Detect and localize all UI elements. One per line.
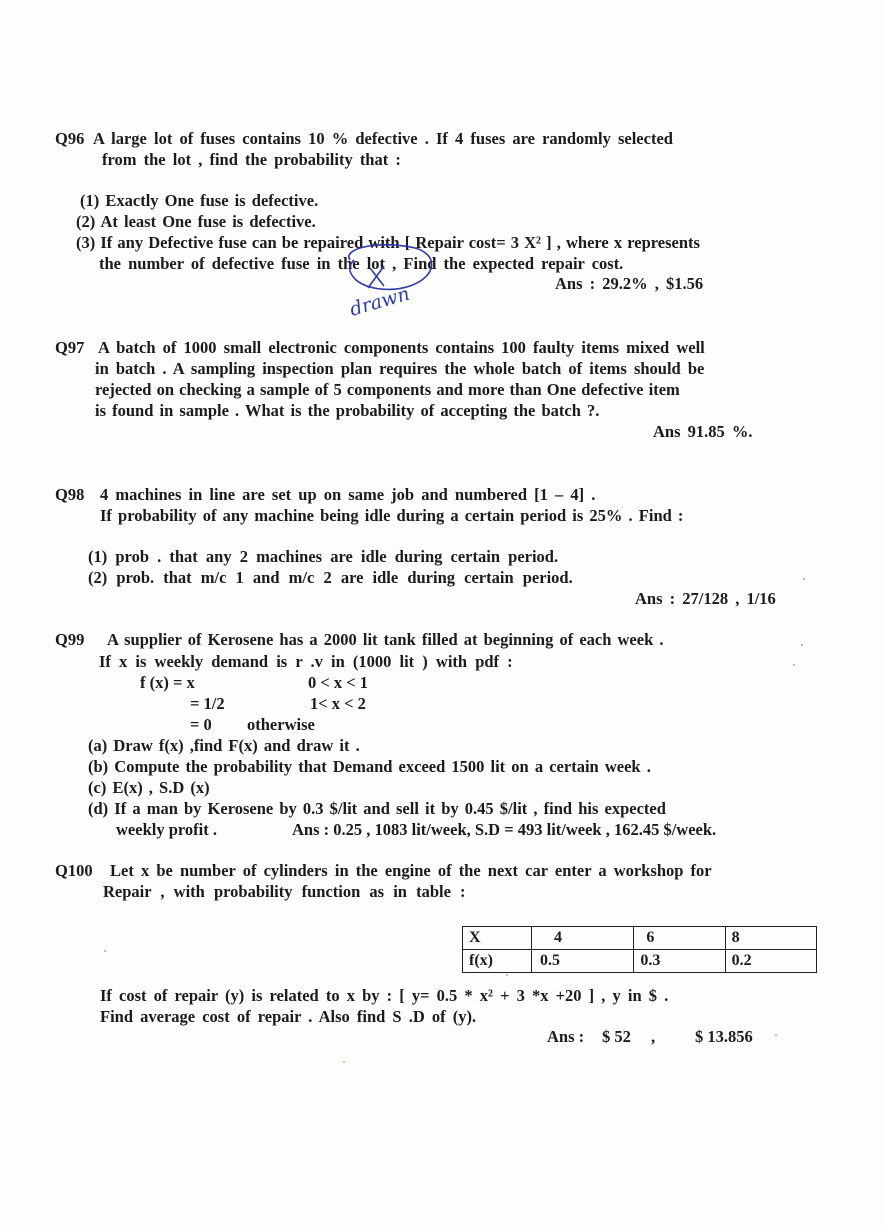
q98-answer: Ans : 27/128 , 1/16: [635, 589, 776, 608]
probability-table: [462, 926, 817, 973]
q98-part1: (1) prob . that any 2 machines are idle during certain period.: [88, 547, 559, 566]
table-header-f: f(x): [463, 950, 532, 973]
table-cell-f: 0.5: [532, 950, 634, 973]
q97-answer: Ans 91.85 %.: [653, 422, 753, 441]
scan-speck: [803, 578, 805, 580]
q100-answer-sd: $ 13.856: [695, 1027, 753, 1046]
q96-number: Q96: [55, 129, 85, 148]
q97-text-line3: rejected on checking a sample of 5 components and more than One defective item: [95, 380, 680, 399]
table-row: [463, 950, 817, 973]
q99-answer: Ans : 0.25 , 1083 lit/week, S.D = 493 lit/week , 162.45 $/week.: [292, 820, 717, 839]
scan-speck: [801, 644, 803, 646]
scan-speck: [343, 1061, 345, 1063]
q100-answer-mean: $ 52: [602, 1027, 631, 1046]
q96-text-line1: A large lot of fuses contains 10 % defective . If 4 fuses are randomly selected: [93, 129, 673, 148]
q97-number: Q97: [55, 338, 85, 357]
q99-part-c: (c) E(x) , S.D (x): [88, 778, 210, 797]
table-cell-x: 8: [725, 927, 816, 950]
table-row: [463, 927, 817, 950]
q99-part-d: (d) If a man by Kerosene by 0.3 $/lit and sell it by 0.45 $/lit , find his expected: [88, 799, 666, 818]
q100-cost-line2: Find average cost of repair . Also find S .D of (y).: [100, 1007, 477, 1026]
handwritten-annotation: [340, 238, 440, 322]
handwritten-word: drawn: [347, 282, 413, 321]
q99-pdf-case2-expr: = 1/2: [190, 694, 225, 713]
q96-answer: Ans : 29.2% , $1.56: [555, 274, 704, 293]
q100-text-line2: Repair , with probability function as in table :: [103, 882, 466, 901]
scan-speck: [775, 1034, 777, 1036]
q99-pdf-case3-expr: = 0: [190, 715, 212, 734]
q100-cost-line1: If cost of repair (y) is related to x by : [ y= 0.5 * x² + 3 *x +20 ] , y in $ .: [100, 986, 669, 1005]
q99-text-line1: A supplier of Kerosene has a 2000 lit tank filled at beginning of each week .: [107, 630, 664, 649]
q98-text-line2: If probability of any machine being idle during a certain period is 25% . Find :: [100, 506, 684, 525]
q100-answer-separator: ,: [651, 1027, 656, 1046]
q99-part-b: (b) Compute the probability that Demand exceed 1500 lit on a certain week .: [88, 757, 651, 776]
q98-part2: (2) prob. that m/c 1 and m/c 2 are idle during certain period.: [88, 568, 573, 587]
q100-text-line1: Let x be number of cylinders in the engine of the next car enter a workshop for: [110, 861, 712, 880]
table-cell-x: 4: [532, 927, 634, 950]
q99-pdf-case1-range: 0 < x < 1: [308, 673, 369, 692]
q97-text-line1: A batch of 1000 small electronic components contains 100 faulty items mixed well: [98, 338, 705, 357]
q99-pdf-case2-range: 1< x < 2: [310, 694, 366, 713]
q100-number: Q100: [55, 861, 93, 880]
table-header-x: X: [463, 927, 532, 950]
table-cell-f: 0.3: [634, 950, 725, 973]
q99-part-d-cont: weekly profit .: [116, 820, 217, 839]
q96-part3-cont: the number of defective fuse in the lot , Find the expected repair cost.: [99, 254, 624, 273]
q97-text-line4: is found in sample . What is the probability of accepting the batch ?.: [95, 401, 600, 420]
scan-speck: [793, 664, 795, 666]
q96-part1: (1) Exactly One fuse is defective.: [80, 191, 319, 210]
q98-text-line1: 4 machines in line are set up on same job and numbered [1 – 4] .: [100, 485, 596, 504]
q99-text-line2: If x is weekly demand is r .v in (1000 lit ) with pdf :: [99, 652, 513, 671]
scan-speck: [506, 974, 508, 976]
table-cell-f: 0.2: [725, 950, 816, 973]
q96-part3: (3) If any Defective fuse can be repaired with [ Repair cost= 3 X² ] , where x represents: [76, 233, 700, 252]
q99-number: Q99: [55, 630, 85, 649]
q96-text-line2: from the lot , find the probability that :: [102, 150, 401, 169]
q100-answer-label: Ans :: [547, 1027, 585, 1046]
table-cell-x: 6: [634, 927, 725, 950]
q98-number: Q98: [55, 485, 85, 504]
q97-text-line2: in batch . A sampling inspection plan requires the whole batch of items should be: [95, 359, 705, 378]
q96-part2: (2) At least One fuse is defective.: [76, 212, 316, 231]
q99-pdf-case3-range: otherwise: [247, 715, 315, 734]
q99-pdf-case1-expr: f (x) = x: [140, 673, 195, 692]
q99-part-a: (a) Draw f(x) ,find F(x) and draw it .: [88, 736, 360, 755]
scan-speck: [104, 950, 106, 952]
